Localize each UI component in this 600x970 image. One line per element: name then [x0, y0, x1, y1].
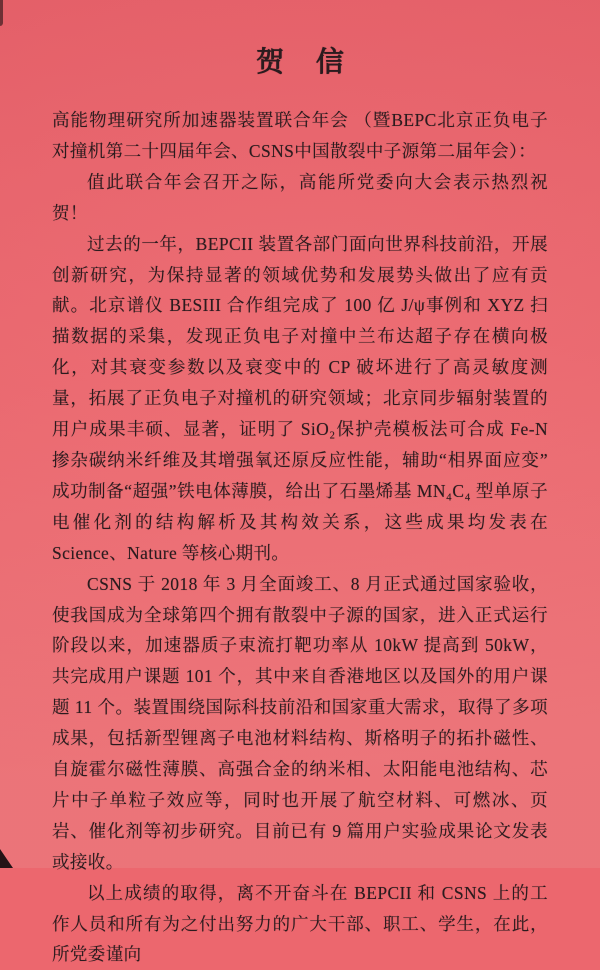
letter-title: 贺 信	[256, 46, 356, 77]
letter-body	[52, 105, 548, 970]
bepcii-achievements-paragraph: 过去的一年，BEPCII 装置各部门面向世界科技前沿，开展创新研究，为保持显著的领域优势和发展势头做出了应有贡献。北京谱仪 BESIII 合作组完成了 100 亿 J/ψ事例和 XYZ 扫描数据的采集，发现正负电子对撞中兰布达超子存在横向极化，对其衰变参数以及衰变中的 CP 破坏进行了高灵敏度测量，拓展了正负电子对撞机的研究领域；北京同步辐射装置的用户成果丰硕、显著，证明了 SiO₂保护壳模板法可合成 Fe-N 掺杂碳纳米纤维及其增强氧还原反应性能，辅助“相界面应变”成功制备“超强”铁电体薄膜，给出了石墨烯基 MN₄C₄ 型单原子电催化剂的结构解析及其构效关系，这些成果均发表在 Science、Nature 等核心期刊。	[52, 233, 548, 563]
scan-artifact-top-left	[0, 0, 3, 26]
closing-paragraph: 以上成绩的取得，离不开奋斗在 BEPCII 和 CSNS 上的工作人员和所有为之付出努力的广大干部、职工、学生，在此，所党委谨向	[52, 882, 548, 965]
greeting-paragraph: 值此联合年会召开之际，高能所党委向大会表示热烈祝贺！	[52, 171, 548, 223]
scan-artifact-bottom-left	[0, 849, 13, 868]
csns-achievements-paragraph: CSNS 于 2018 年 3 月全面竣工、8 月正式通过国家验收，使我国成为全球第四个拥有散裂中子源的国家，进入正式运行阶段以来，加速器质子束流打靶功率从 10kW 提高到 50kW，共完成用户课题 101 个，其中来自香港地区以及国外的用户课题 11 个。装置围绕国际科技前沿和国家重大需求，取得了多项成果，包括新型锂离子电池材料结构、斯格明子的拓扑磁性、自旋霍尔磁性薄膜、高强合金的纳米相、太阳能电池结构、芯片中子单粒子效应等，同时也开展了航空材料、可燃冰、页岩、催化剂等初步研究。目前已有 9 篇用户实验成果论文发表或接收。	[52, 573, 548, 872]
salutation-paragraph: 高能物理研究所加速器装置联合年会 （暨BEPC北京正负电子对撞机第二十四届年会、CSNS中国散裂中子源第二届年会）：	[52, 110, 548, 161]
